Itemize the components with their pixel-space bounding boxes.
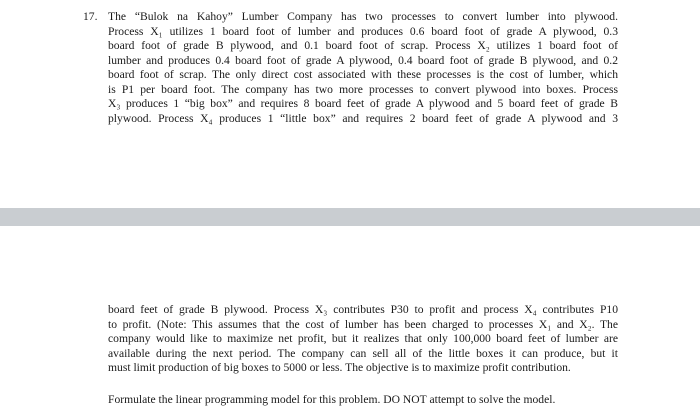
problem-text-bottom — [108, 303, 618, 376]
text-line: Formulate the linear programming model for this problem. DO NOT attempt to solve the model. — [108, 393, 556, 406]
page-top-section — [0, 0, 700, 208]
problem-number: 17. — [83, 10, 98, 23]
text-line: must limit production of big boxes to 5000 or less. The objective is to maximize profit contribution. — [108, 361, 571, 375]
page-break-divider — [0, 208, 700, 226]
text-line: board foot of grade B plywood, and 0.1 board foot of scrap. Process X₂ utilizes 1 board foot of — [108, 39, 618, 53]
text-line: X₃ produces 1 “big box” and requires 8 board feet of grade A plywood and 5 board feet of grade B — [108, 97, 618, 111]
text-line: company would like to maximize net profit, but it realizes that only 100,000 board feet of lumber are — [108, 332, 618, 346]
text-line: lumber and produces 0.4 board foot of grade A plywood, 0.4 board foot of grade B plywood, and 0.2 — [108, 53, 618, 67]
text-line: is P1 per board foot. The company has two more processes to convert plywood into boxes. Process — [108, 82, 618, 96]
text-line: available during the next period. The company can sell all of the little boxes it can produce, but it — [108, 346, 618, 360]
text-line: plywood. Process X₄ produces 1 “little box” and requires 2 board feet of grade A plywood and 3 — [108, 111, 618, 125]
text-line: to profit. (Note: This assumes that the cost of lumber has been charged to processes X₁ and X₂. The — [108, 317, 618, 331]
text-line: board feet of grade B plywood. Process X₃ contributes P30 to profit and process X₄ contributes P10 — [108, 303, 618, 316]
problem-text-top — [108, 10, 618, 126]
instruction-text — [108, 393, 618, 408]
text-line: The “Bulok na Kahoy” Lumber Company has two processes to convert lumber into plywood. — [108, 10, 618, 23]
text-line: Process X₁ utilizes 1 board foot of lumber and produces 0.6 board foot of grade A plywood, 0.3 — [108, 24, 618, 38]
text-line: board foot of scrap. The only direct cost associated with these processes is the cost of lumber, which — [108, 68, 618, 82]
